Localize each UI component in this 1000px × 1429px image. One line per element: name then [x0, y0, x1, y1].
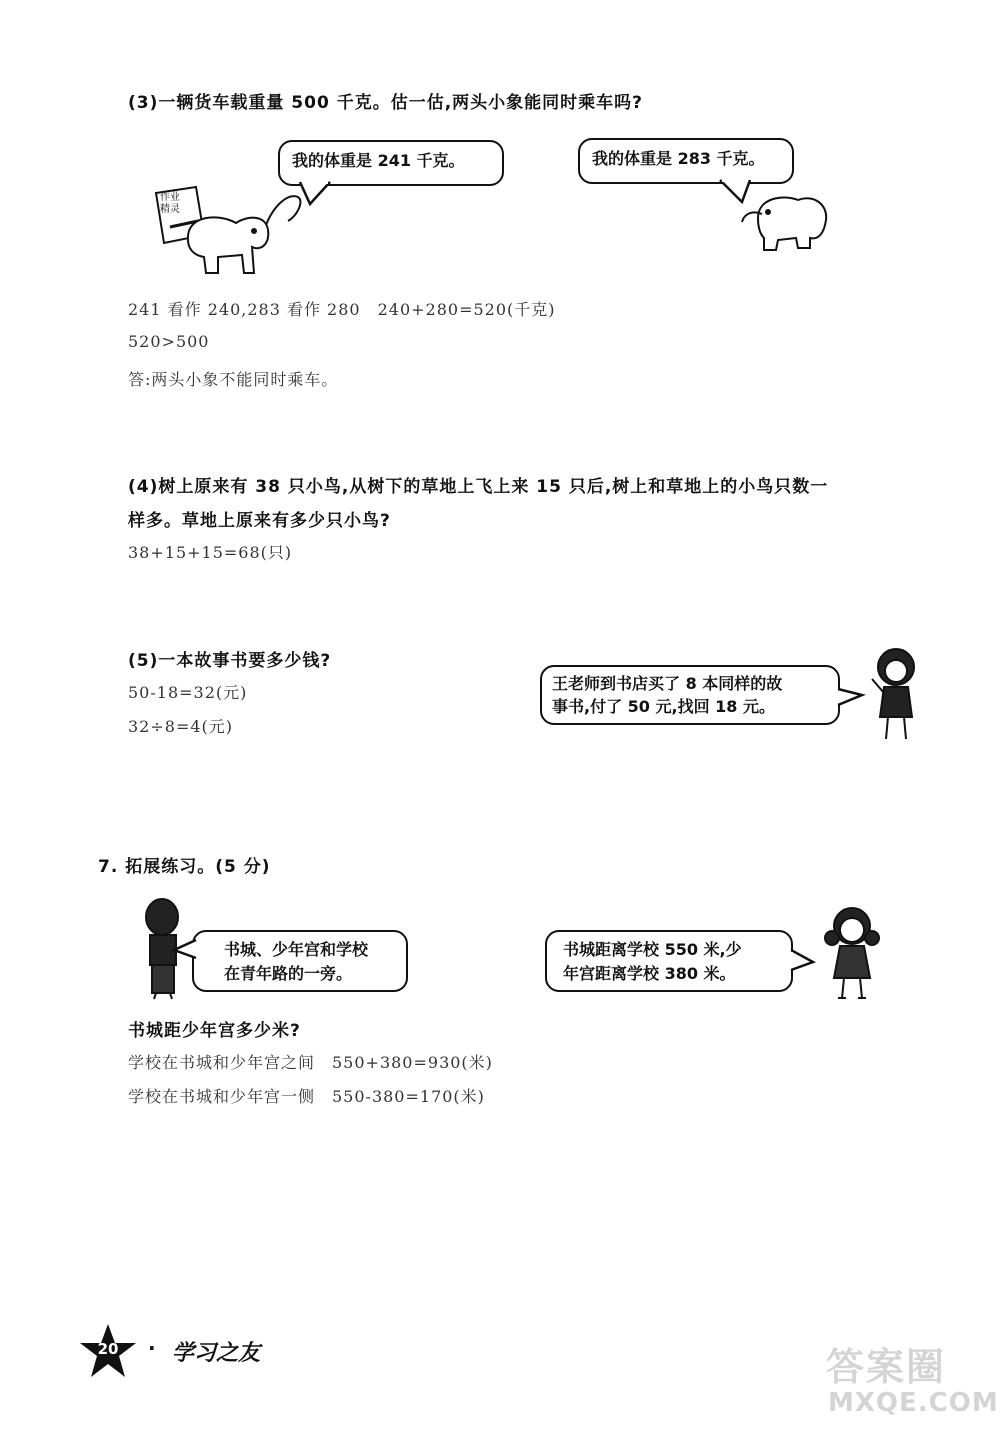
q7-answer-line-2: 学校在书城和少年宫一侧 550-380=170(米) [128, 1087, 485, 1106]
page-number-star-badge [78, 1322, 138, 1380]
footer-brand: 学习之友 [172, 1340, 261, 1366]
bubble-tail-icon [300, 182, 340, 212]
teacher-speech-line-1: 王老师到书店买了 8 本同样的故 [552, 674, 783, 693]
q4-title-line-2: 样多。草地上原来有多少只小鸟? [128, 511, 391, 531]
page-number: 20 [97, 1340, 119, 1358]
q5-answer-line-1: 50-18=32(元) [128, 683, 248, 702]
q4-answer-line-1: 38+15+15=68(只) [128, 543, 293, 562]
q3-answer-line-2: 520>500 [128, 332, 210, 351]
watermark-logo-bottom: MXQE.COM [828, 1388, 999, 1418]
boy-speech-line-2: 在青年路的一旁。 [224, 964, 353, 983]
bubble-tail-icon [174, 940, 198, 970]
q7-answer-line-1: 学校在书城和少年宫之间 550+380=930(米) [128, 1053, 493, 1072]
teacher-speech-bubble [540, 665, 840, 725]
teacher-speech-line-2: 事书,付了 50 元,找回 18 元。 [552, 697, 775, 716]
elephant-left-speech-text: 我的体重是 241 千克。 [292, 151, 465, 170]
q7-question: 书城距少年宫多少米? [128, 1021, 301, 1041]
bubble-tail-icon [791, 950, 821, 980]
boy-speech-line-1: 书城、少年宫和学校 [224, 940, 369, 959]
elephant-right-speech-text: 我的体重是 283 千克。 [592, 149, 765, 168]
elephant-right-speech-bubble [578, 138, 794, 184]
q3-answer-line-1: 241 看作 240,283 看作 280 240+280=520(千克) [128, 300, 556, 319]
boy-speech-bubble [192, 930, 408, 992]
girl-character-illustration [866, 645, 926, 745]
girl-speech-bubble [545, 930, 793, 992]
bubble-tail-icon [720, 180, 760, 210]
elephant-left-speech-bubble [278, 140, 504, 186]
q4-title-line-1: (4)树上原来有 38 只小鸟,从树下的草地上飞上来 15 只后,树上和草地上的小鸟只数一 [128, 477, 829, 497]
footer-dot: · [148, 1336, 156, 1360]
girl-with-pigtails-illustration [820, 904, 884, 1004]
girl-speech-line-2: 年宫距离学校 380 米。 [563, 964, 736, 983]
q5-title: (5)一本故事书要多少钱? [128, 651, 332, 671]
q3-title: (3)一辆货车载重量 500 千克。估一估,两头小象能同时乘车吗? [128, 93, 644, 113]
sign-text: 作业 精灵 [160, 192, 180, 215]
q3-answer-line-3: 答:两头小象不能同时乘车。 [128, 370, 339, 389]
girl-speech-line-1: 书城距离学校 550 米,少 [563, 940, 742, 959]
q7-title: 7. 拓展练习。(5 分) [98, 857, 271, 877]
watermark-logo-top: 答案圈 [826, 1345, 947, 1389]
bubble-tail-icon [838, 689, 868, 719]
q5-answer-line-2: 32÷8=4(元) [128, 717, 234, 736]
